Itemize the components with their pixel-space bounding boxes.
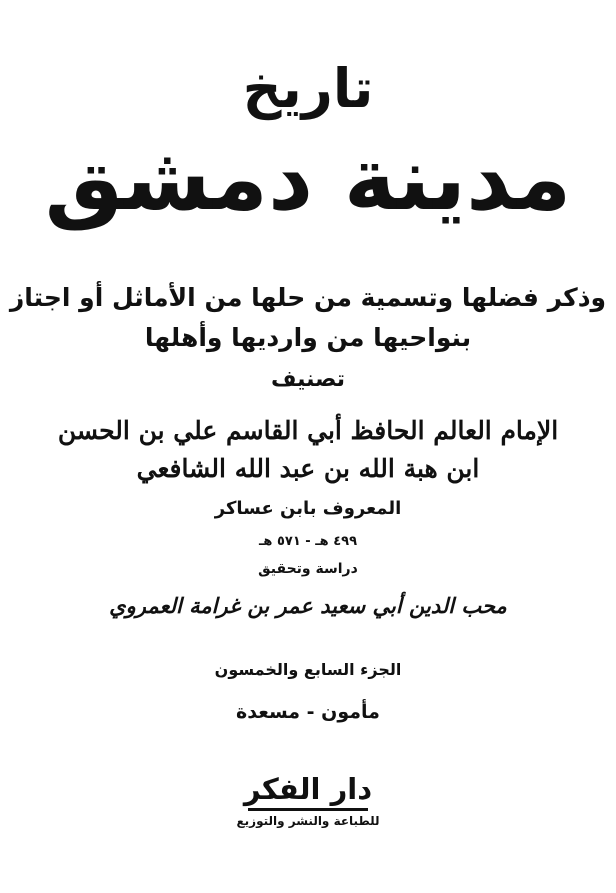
publisher-logo-rule: [248, 808, 368, 811]
title-word-tarikh: تاريخ: [242, 57, 374, 120]
author-dates: ٤٩٩ هـ - ٥٧١ هـ: [258, 534, 358, 549]
author-known-as: المعروف بابن عساكر: [214, 498, 402, 519]
authored-by-label: تصنيف: [270, 367, 346, 392]
editor-name: محب الدين أبي سعيد عمر بن غرامة العمروي: [109, 593, 507, 618]
subtitle-line-2: بنواحيها من وارديها وأهلها: [144, 323, 472, 352]
study-and-editing-label: دراسة وتحقيق: [258, 561, 358, 577]
author-name-line-1: الإمام العالم الحافظ أبي القاسم علي بن الحسن: [57, 416, 559, 445]
volume-entries-range: مأمون - مسعدة: [236, 701, 380, 723]
publisher-tagline: للطباعة والنشر والتوزيع: [236, 814, 380, 828]
author-name-line-2: ابن هبة الله بن عبد الله الشافعي: [136, 454, 480, 483]
publisher-logo: [0, 772, 616, 806]
title-madinat-dimashq: مدينة دمشق: [44, 127, 572, 230]
volume-label: الجزء السابع والخمسون: [214, 660, 402, 679]
publisher-name: دار الفكر: [243, 772, 373, 806]
subtitle-line-1: وذكر فضلها وتسمية من حلها من الأماثل أو اجتاز: [9, 283, 607, 312]
